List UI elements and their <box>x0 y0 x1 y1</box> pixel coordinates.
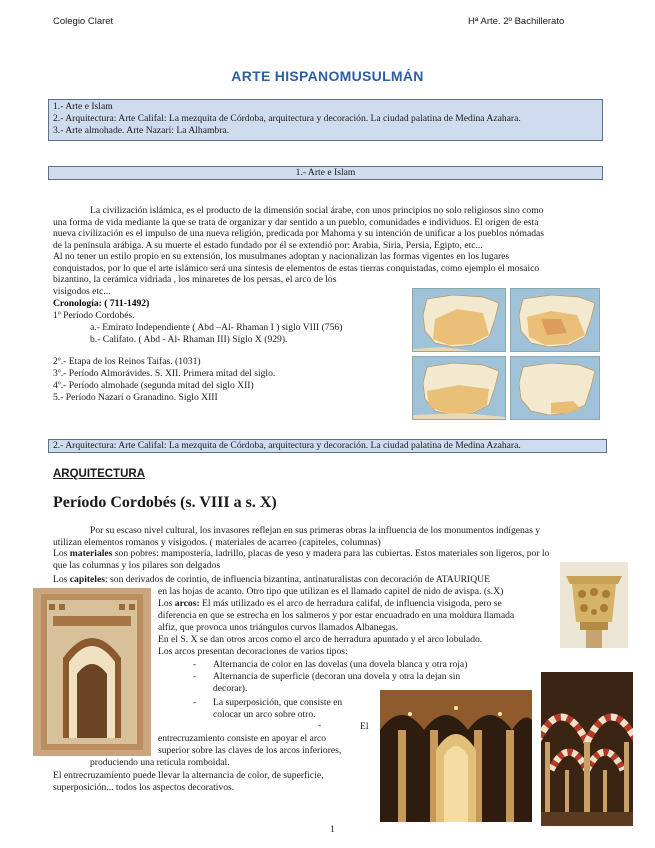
bullet-dash: - <box>318 720 322 731</box>
text-line: En el S. X se dan otros arcos como el arco de herradura apuntado y el arco lobulado. <box>158 634 483 645</box>
chronology-item: 2º.- Etapa de los Reinos Taifas. (1031) <box>53 356 201 367</box>
text-line: El entrecruzamiento puede llevar la alternancia de color, de superficie, <box>53 770 324 781</box>
paragraph-intro <box>53 525 616 548</box>
bullet-item: La superposición, que consiste en <box>213 697 343 708</box>
chronology-item: 3º.- Período Almorávides. S. XII. Primera mitad del siglo. <box>53 368 276 379</box>
mihrab-photo <box>33 588 151 756</box>
index-item: 3.- Arte almohade. Arte Nazarí: La Alhambra. <box>53 125 230 136</box>
text-line: alfiz, que provoca unos triángulos curvos llamados Albanegas. <box>158 622 399 633</box>
text-line: Los arcos: El más utilizado es el arco de herradura califal, de influencia visigoda, pero se <box>158 598 502 609</box>
chronology-item: b.- Califato. ( Abd - Al- Rhaman III) Siglo X (929). <box>90 334 288 345</box>
map-image <box>510 356 600 420</box>
map-image <box>510 288 600 352</box>
section1-heading: 1.- Arte e Islam <box>48 166 603 180</box>
paragraph-materiales <box>53 548 616 571</box>
index-box <box>48 99 603 141</box>
text-line: Por su escaso nivel cultural, los invasores reflejan en sus primeras obras la influencia de los monumentos indígenas y <box>90 525 540 536</box>
text-line: Los arcos presentan decoraciones de varios tipos: <box>158 646 348 657</box>
bullet-item: Alternancia de color en las dovelas (una dovela blanca y otra roja) <box>213 659 468 670</box>
arquitectura-heading: ARQUITECTURA <box>53 468 145 480</box>
text-line: utilizan elementos romanos y visigodos. ( materiales de acarreo (capiteles, columnas) <box>53 536 381 548</box>
intro-line: bizantino, la cerámica vidriada , los minaretes de los persas, el arco de los <box>53 274 337 285</box>
intro-line: una forma de vida mediante la que se trata de organizar y dar sentido a un pueblo, comunidades e individuos. El origen de esta <box>53 216 539 228</box>
intro-line: Al no tener un estilo propio en su extensión, los musulmanes adoptan y nacionalizan las formas vigentes en los lugares <box>53 251 510 263</box>
capital-photo <box>560 562 628 648</box>
chronology-item: 5.- Período Nazarí o Granadino. Siglo XIII <box>53 392 218 403</box>
text-line: superposición... todos los aspectos decorativos. <box>53 782 235 793</box>
intro-line: visigodos etc... <box>53 286 111 297</box>
bullet-item: decorar). <box>213 683 248 694</box>
bullet-item: colocar un arco sobre otro. <box>213 709 316 720</box>
text-line: produciendo una retícula romboidal. <box>90 757 230 768</box>
intro-line: La civilización islámica, es el producto de la dimensión social árabe, con unos principios no solo religiosos sino como <box>90 205 544 216</box>
chronology-label: Cronología: ( 711-1492) <box>53 298 150 309</box>
periodo-heading: Período Cordobés (s. VIII a s. X) <box>53 494 277 511</box>
intro-line: nueva civilización es el impulso de una nueva religión, predicada por Mahoma y su intención de unificar a los pueblos nómadas <box>53 228 545 240</box>
intro-line: conquistados, por lo que el arte islámico será una síntesis de elementos de estas tierras conquistadas, como ejemplo el mosaico <box>53 262 540 274</box>
text-line: Los capiteles: son derivados de corintio, de influencia bizantina, antinaturalistas con decoración de ATAURIQUE <box>53 574 490 585</box>
chronology-item: 4º.- Período almohade (segunda mitad del siglo XII) <box>53 380 254 391</box>
text-line: El <box>360 721 369 732</box>
index-item: 1.- Arte e Islam <box>53 101 113 112</box>
map-image <box>412 356 506 420</box>
text-line: entrecruzamiento consiste en apoyar el arco <box>158 733 327 744</box>
chronology-item: a.- Emirato Independiente ( Abd –Al- Rhaman I ) siglo VIII (756) <box>90 322 343 333</box>
intro-line: de la península arábiga. A su muerte el estado fundado por él se extendió por: Arabia, Siria, Persia, Egipto, etc... <box>53 239 483 251</box>
arches-photo <box>541 672 633 826</box>
bullet-dash: - <box>193 671 197 682</box>
chronology-item: 1º Período Cordobés. <box>53 310 135 321</box>
bullet-dash: - <box>193 659 197 670</box>
page-number: 1 <box>330 824 335 835</box>
map-image <box>412 288 506 352</box>
index-item: 2.- Arquitectura: Arte Califal: La mezquita de Córdoba, arquitectura y decoración. La ciudad palatina de Medina Azahara. <box>53 113 521 124</box>
text-line: Los materiales son pobres: mampostería, ladrillo, placas de yeso y madera para las cubiertas. Estos materiales son ligeros, por lo <box>53 548 550 559</box>
section2-heading: 2.- Arquitectura: Arte Califal: La mezquita de Córdoba, arquitectura y decoración. La ciudad palatina de Medina Azahara. <box>48 439 607 453</box>
text-line: diferencia en que se estrecha en los salmeros y por estar encuadrado en una moldura llamada <box>158 610 515 621</box>
text-line: en las hojas de acanto. Otro tipo que utilizan es el llamado capitel de nido de avispa. (s.X) <box>158 586 504 597</box>
school-name: Colegio Claret <box>53 16 114 27</box>
bullet-item: Alternancia de superficie (decoran una dovela y otra la dejan sin <box>213 671 461 682</box>
text-line: que las columnas y los pilares son delgados <box>53 559 221 571</box>
page-title: ARTE HISPANOMUSULMÁN <box>231 68 424 84</box>
course-label: Hª Arte. 2º Bachillerato <box>468 16 565 27</box>
intro-paragraph <box>53 205 616 275</box>
text-line: superior sobre las claves de los arcos inferiores, <box>158 745 342 756</box>
mosque-interior-photo <box>380 690 532 822</box>
bullet-dash: - <box>193 697 197 708</box>
